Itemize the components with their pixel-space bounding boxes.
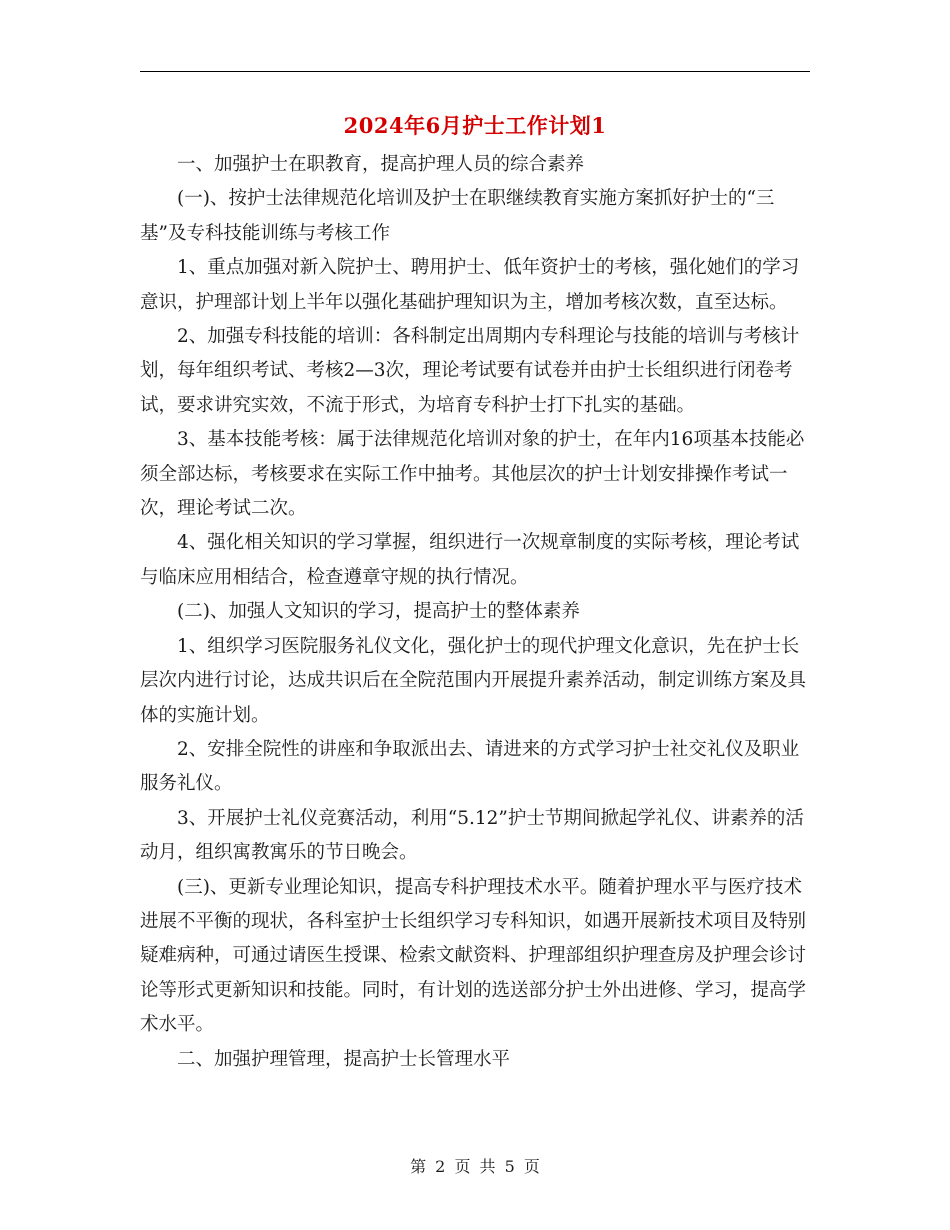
subheading-1-2: (二)、加强人文知识的学习，提高护士的整体素养 [177,601,580,623]
heading-section-2: 二、加强护理管理，提高护士长管理水平 [177,1048,511,1070]
heading-section-1: 一、加强护士在职教育，提高护理人员的综合素养 [177,154,585,175]
paragraph-1-1-2: 2、加强专科技能的培训：各科制定出周期内专科理论与技能的培训与考核计划，每年组织考试、考核2—3次，理论考试要有试卷并由护士长组织进行闭卷考试，要求讲究实效，不流于形式，为培育专科护士打下扎实的基础。 [140,326,800,416]
paragraph-1-1-1: 1、重点加强对新入院护士、聘用护士、低年资护士的考核，强化她们的学习意识，护理部计划上半年以强化基础护理知识为主，增加考核次数，直至达标。 [140,257,800,313]
paragraph-1-1-3: 3、基本技能考核：属于法律规范化培训对象的护士，在年内16项基本技能必须全部达标，考核要求在实际工作中抽考。其他层次的护士计划安排操作考试一次，理论考试二次。 [140,429,805,520]
document-title: 2024年6月护士工作计划1 [343,113,607,138]
page-number: 第 2 页 共 5 页 [410,1157,540,1176]
paragraph-1-2-2: 2、安排全院性的讲座和争取派出去、请进来的方式学习护士社交礼仪及职业服务礼仪。 [140,738,800,795]
paragraph-1-3: (三)、更新专业理论知识，提高专科护理技术水平。随着护理水平与医疗技术进展不平衡的现状，各科室护士长组织学习专科知识，如遇开展新技术项目及特别疑难病种，可通过请医生授课、检索文献资料、护理部组织护理查房及护理会诊讨论等形式更新知识和技能。同时，有计划的选送部分护士外出进修、学习，提高学术水平。 [140,876,807,1036]
paragraph-1-1-4: 4、强化相关知识的学习掌握，组织进行一次规章制度的实际考核，理论考试与临床应用相结合，检查遵章守规的执行情况。 [140,532,800,588]
document-body [140,148,810,1077]
paragraph-1-2-1: 1、组织学习医院服务礼仪文化，强化护士的现代护理文化意识，先在护士长层次内进行讨论，达成共识后在全院范围内开展提升素养活动，制定训练方案及具体的实施计划。 [140,635,807,726]
paragraph-1-2-3: 3、开展护士礼仪竞赛活动，利用“5.12”护士节期间掀起学礼仪、讲素养的活动月，组织寓教寓乐的节日晚会。 [140,807,804,864]
header-rule [140,71,810,72]
subheading-1-1: (一)、按护士法律规范化培训及护士在职继续教育实施方案抓好护士的“三基”及专科技能训练与考核工作 [140,188,775,244]
